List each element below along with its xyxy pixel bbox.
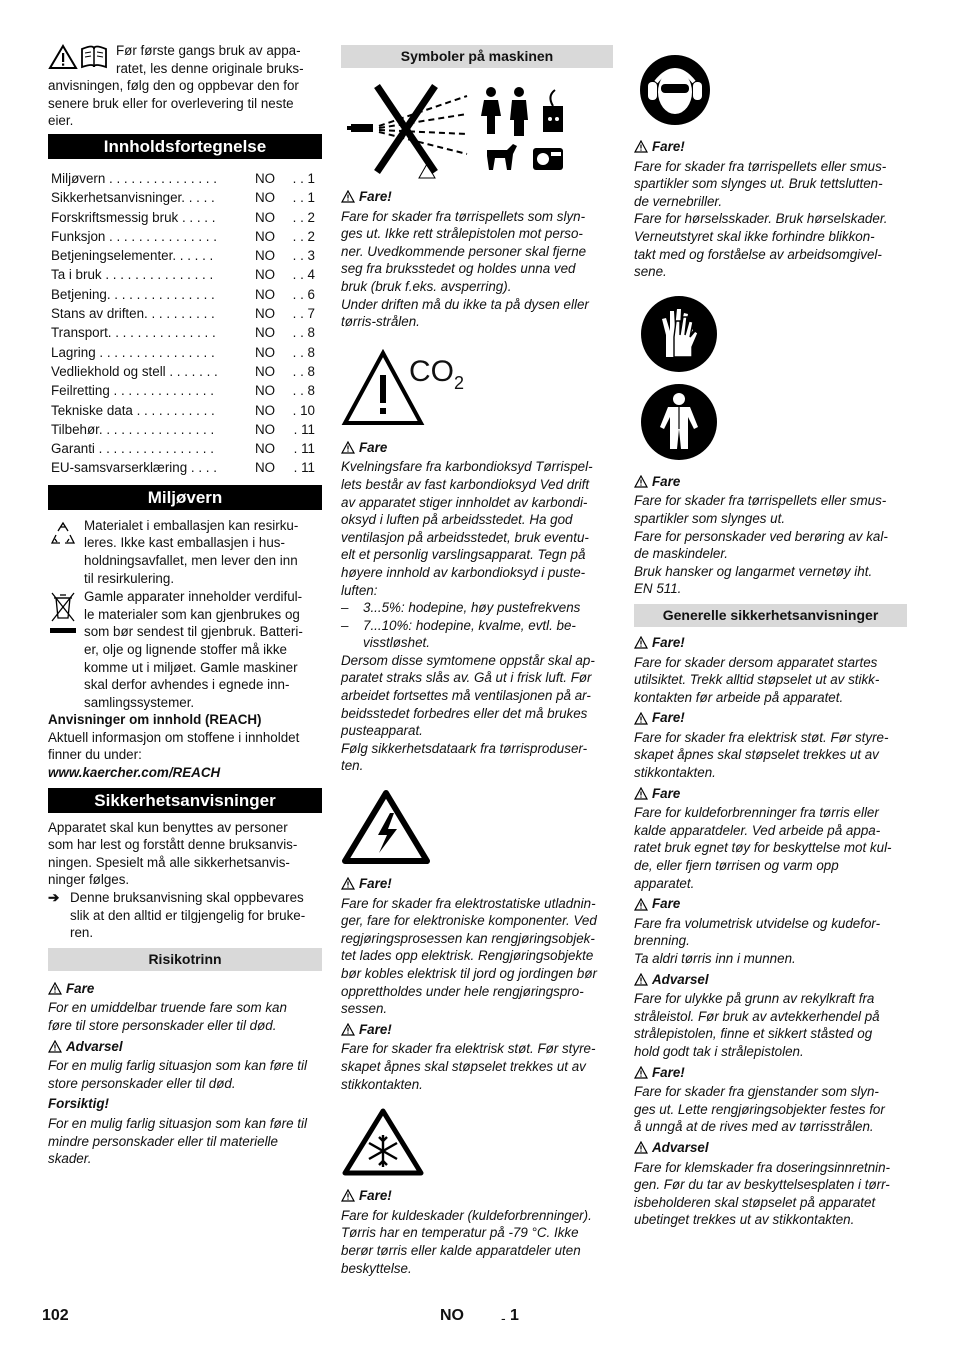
g5-label: Advarsel [652, 971, 709, 987]
c3w1-line: sene. [634, 264, 667, 280]
w2-line: arbeidet fortsettes må ventilasjonen på ar- [341, 688, 591, 704]
toc-row[interactable] [51, 381, 322, 400]
footer-lang: NO [440, 1307, 464, 1324]
w4-heading [341, 1021, 613, 1039]
intro-line: senere bruk eller for overlevering til neste [48, 95, 294, 111]
g7-line: gen. Før du tar av beskyttelsesplaten i tørr- [634, 1177, 890, 1193]
g7-line: Fare for klemskader fra doseringsinnretnin- [634, 1159, 891, 1175]
w4-line: Fare for skader fra elektrisk støt. Før styre- [341, 1041, 596, 1057]
g4-line: Ta aldri tørris inn i munnen. [634, 951, 796, 966]
w4-line: stikkontakten. [341, 1076, 423, 1092]
w3-label: Fare! [359, 876, 392, 892]
c3w2-heading [634, 473, 907, 491]
g6-label: Fare! [652, 1064, 685, 1080]
forsiktig-label: Forsiktig! [48, 1096, 110, 1112]
toc-page: . . 3 [292, 248, 315, 264]
column-middle [341, 42, 613, 1277]
forsiktig-line: For en mulig farlig situasjon som kan føre til [48, 1115, 307, 1131]
toc-lang: NO [255, 363, 276, 379]
safety-line: ninger følges. [48, 872, 130, 888]
toc-title: Betjeningselementer. . . . . . [51, 248, 214, 264]
g3-label: Fare [652, 785, 681, 801]
toc-title: Betjening. . . . . . . . . . . . . . . [51, 286, 215, 302]
toc-page: . . 8 [292, 363, 315, 379]
env-line: er, olje og lignende stoffer må ikke [84, 641, 287, 657]
footer-subpage: 1 [510, 1307, 519, 1324]
toc-lang: NO [255, 209, 276, 225]
toc-page: . . 2 [292, 209, 315, 225]
w1-line: seg fra bruksstedet og holdes unna ved [341, 261, 576, 277]
toc-title: Miljøvern . . . . . . . . . . . . . . . [51, 171, 217, 186]
toc-heading: Innholdsfortegnelse [48, 134, 322, 159]
g5-heading [634, 971, 907, 989]
w5-line: berør tørris eller kalde apparatdeler uten [341, 1242, 581, 1258]
list-item-text: 3...5%: hodepine, høy pustefrekvens [363, 600, 581, 616]
c3w2-line: de maskindeler. [634, 546, 729, 562]
env-disposal-block [48, 588, 322, 711]
w2-line: lets består av fast karbondioksyd Ved drift [341, 476, 590, 492]
w3-line: tet lades opp elektrisk. Rengjøringsobjekte [341, 948, 594, 964]
env-line: til resirkulering. [84, 570, 175, 586]
toc-page: . 11 [293, 460, 315, 476]
w1-line: bruk (bruk f.eks. avsperring). [341, 278, 512, 294]
toc-row[interactable] [51, 188, 322, 207]
w2-line: beidsstedet forbedres eller det må brukes [341, 705, 588, 721]
toc-lang: NO [255, 306, 276, 322]
c3w2-line: Fare for skader fra tørrispellets eller smus- [634, 493, 887, 509]
w2-line: Kvelningsfare fra karbondioksyd Tørrispel- [341, 459, 593, 475]
symbols-heading: Symboler på maskinen [341, 45, 613, 68]
advarsel-heading [48, 1038, 322, 1056]
g7-line: ubetinget trekkes ut av stikkontakten. [634, 1212, 855, 1228]
list-item: – 7...10%: hodepine, kvalme, evtl. be- [341, 617, 576, 633]
w1-line: tørris-strålen. [341, 314, 420, 330]
g2-line: Fare for skader fra elektrisk støt. Før styre- [634, 729, 889, 745]
env-recycle-block [48, 517, 322, 587]
toc-title: Ta i bruk . . . . . . . . . . . . . . . [51, 267, 214, 283]
warning-icon [48, 1040, 62, 1053]
w4-line: skapet åpnes skal støpselet trekkes ut av [341, 1058, 586, 1074]
c3w1-line: Fare for hørselsskader. Bruk hørselskader. [634, 211, 888, 227]
w3-line: sessen. [341, 1001, 388, 1017]
g7-label: Advarsel [652, 1139, 709, 1155]
fare-line: føre til store personskader eller til død. [48, 1018, 277, 1033]
toc-row[interactable] [51, 208, 322, 227]
w3-line: Fare for skader fra elektrostatiske utladnin- [341, 895, 596, 911]
g1-heading [634, 634, 907, 652]
env-line: som bør sendest til gjenbruk. Batteri- [84, 624, 303, 640]
c3w2-line: EN 511. [634, 581, 682, 597]
warning-icon [48, 982, 62, 995]
toc-lang: NO [255, 248, 276, 264]
warning-icon [634, 140, 648, 153]
g3-line: de, eller fjern tørrisen og varm opp [634, 858, 839, 874]
table-of-contents [48, 169, 322, 478]
env-line: le materialer som kan gjenbrukes og [84, 606, 300, 622]
w2-line: oksyd i luften på arbeidsstedet. Ha god [341, 512, 573, 528]
intro-line: ratet, les denne originale bruks- [116, 60, 304, 76]
toc-page: . 11 [293, 421, 315, 437]
c3w2-line: Bruk hansker og langarmet vernetøy iht. [634, 563, 873, 579]
intro-icons [48, 44, 109, 70]
g5-line: stråleistol. Før bruk av avtekkerhendel på [634, 1008, 880, 1024]
gloves-icon [640, 295, 718, 373]
w2-line: paratet straks slås av. Gå ut i frisk luft. Før [341, 670, 592, 686]
c3w1-line: de vernebriller. [634, 193, 723, 209]
g4-heading [634, 895, 907, 913]
toc-lang: NO [255, 344, 276, 360]
general-heading: Generelle sikkerhetsanvisninger [634, 604, 907, 627]
warning-icon [634, 787, 648, 800]
g3-line: Fare for kuldeforbrenninger fra tørris eller [634, 805, 879, 821]
risk-heading: Risikotrinn [48, 948, 322, 971]
warning-icon [634, 475, 648, 488]
w1-label: Fare! [359, 189, 392, 204]
toc-lang: NO [255, 325, 276, 341]
toc-page: . . 2 [292, 228, 315, 244]
arrow-icon: ➔ [48, 890, 60, 906]
column-right [634, 42, 907, 1229]
toc-lang: NO [255, 383, 276, 399]
toc-row[interactable] [51, 304, 322, 323]
electric-warning-icon [341, 789, 431, 865]
warning-icon [634, 973, 648, 986]
w3-line: regjøringsprosessen kan rengjøringsobjek- [341, 930, 595, 946]
intro-line: eier. [48, 113, 74, 129]
w2-line: høyere innhold av karbondioksyd i puste- [341, 564, 586, 580]
toc-page: . . 8 [292, 344, 315, 360]
w2-line: elt et personlig varslingsapparat. Tegn på [341, 547, 586, 563]
intro-block [48, 42, 322, 130]
g3-line: kalde apparatdeler. Ved arbeide på appa- [634, 822, 881, 838]
env-line: samlingssystemer. [84, 694, 195, 710]
intro-line: Før første gangs bruk av appa- [116, 43, 301, 58]
c3w1-line: Verneutstyret skal ikke forhindre blikkon- [634, 228, 875, 244]
ppe-gloves-symbol [640, 295, 907, 373]
w2-label: Fare [359, 439, 388, 455]
toc-row[interactable] [51, 227, 322, 246]
g3-line: ratet bruk egnet tøy for beskyttelse mot kul- [634, 840, 892, 856]
toc-title: Tilbehør. . . . . . . . . . . . . . . . [51, 421, 215, 437]
crossed-bin-icon [48, 590, 78, 634]
toc-lang: NO [255, 441, 276, 457]
toc-row[interactable] [51, 285, 322, 304]
safety-heading: Sikkerhetsanvisninger [48, 788, 322, 813]
env-line: skal derfor avhendes i egnede inn- [84, 677, 290, 693]
g2-label: Fare! [652, 710, 685, 726]
toc-row[interactable] [51, 265, 322, 284]
w2-line: pusteapparat. [341, 723, 423, 739]
list-item-text: visstløshet. [363, 635, 430, 651]
spray-gun-prohibited-icon [347, 84, 563, 180]
machine-symbol [347, 84, 613, 180]
page-number: 102 [42, 1307, 69, 1324]
g1-line: kontakten før arbeide på apparatet. [634, 689, 844, 705]
w1-line: Fare for skader fra tørrispellets som slyn- [341, 208, 586, 224]
toc-row[interactable] [51, 362, 322, 381]
electric-symbol [341, 789, 613, 865]
c3w1-line: Fare for skader fra tørrispellets eller smus- [634, 158, 887, 174]
warning-icon [634, 1141, 648, 1154]
toc-row[interactable] [51, 439, 322, 458]
w1-heading [341, 188, 613, 206]
w2-heading [341, 439, 613, 457]
fare-heading [48, 980, 322, 998]
g2-heading [634, 709, 907, 727]
toc-lang: NO [255, 267, 276, 283]
forsiktig-line: mindre personskader eller til materielle [48, 1133, 278, 1149]
toc-lang: NO [255, 286, 276, 302]
env-heading: Miljøvern [48, 485, 322, 510]
safety-line: ningen. Spesielt må alle sikkerhetsanvis- [48, 854, 290, 870]
w1-line: ges ut. Ikke rett strålepistolen mot perso- [341, 226, 583, 242]
c3w1-line: takt med og forståelse av arbeidsomgivel- [634, 246, 882, 262]
toc-lang: NO [255, 190, 276, 206]
cold-symbol [341, 1107, 613, 1177]
g3-line: apparatet. [634, 875, 695, 891]
toc-title: Lagring . . . . . . . . . . . . . . . . [51, 344, 215, 360]
toc-title: Stans av driften. . . . . . . . . . [51, 306, 215, 322]
toc-title: Funksjon . . . . . . . . . . . . . . . [51, 228, 217, 244]
g7-heading [634, 1139, 907, 1157]
toc-row[interactable] [51, 458, 322, 477]
reach-line: Aktuell informasjon om stoffene i innholdet [48, 729, 300, 745]
w3-line: opprettholdes under hele rengjøringspro- [341, 983, 584, 999]
w2-line: luften: [341, 582, 378, 598]
co2-subscript: 2 [454, 372, 465, 393]
safety-arrow-line: Denne bruksanvisning skal oppbevares [70, 890, 304, 906]
safety-arrow-line: slik at den alltid er tilgjengelig for bruke- [70, 907, 306, 923]
warning-icon [634, 712, 648, 725]
toc-lang: NO [255, 421, 276, 437]
toc-title: Feilretting . . . . . . . . . . . . . . [51, 383, 214, 399]
recycle-icon [48, 519, 78, 549]
column-left [48, 42, 322, 1168]
g4-line: Fare fra volumetrisk utvidelse og kudefor- [634, 915, 881, 931]
toc-page: . 11 [293, 441, 315, 457]
g4-line: brenning. [634, 933, 690, 949]
intro-line: anvisningen, følg den og oppbevar den for [48, 78, 299, 94]
forsiktig-line: skader. [48, 1151, 92, 1167]
c3w1-heading [634, 138, 907, 156]
w5-line: beskyttelse. [341, 1260, 412, 1276]
fare-line: For en umiddelbar truende fare som kan [48, 1000, 287, 1016]
g1-line: Fare for skader dersom apparatet startes [634, 654, 878, 670]
toc-row[interactable] [51, 246, 322, 265]
toc-lang: NO [255, 460, 276, 476]
w2-line: ten. [341, 758, 364, 774]
toc-page: . . 6 [292, 286, 315, 302]
warning-icon [634, 1066, 648, 1079]
manual-icon [79, 44, 109, 70]
g3-heading [634, 785, 907, 803]
reach-line: finner du under: [48, 747, 142, 763]
toc-page: . . 8 [292, 383, 315, 399]
w1-line: Under driften må du ikke ta på dysen eller [341, 296, 589, 312]
advarsel-line: store personskader eller til død. [48, 1075, 236, 1091]
co2-symbol [341, 349, 613, 427]
c3w2-line: Fare for personskader ved berøring av kal- [634, 528, 888, 544]
toc-title: Transport. . . . . . . . . . . . . . . [51, 325, 216, 341]
toc-page: . . 7 [292, 306, 315, 322]
advarsel-label: Advarsel [66, 1038, 123, 1054]
w2-line: Dersom disse symtomene oppstår skal ap- [341, 652, 595, 668]
g5-line: strålepistolen, finne et sikkert ståsted og [634, 1026, 873, 1042]
env-line: komme ut i miljøet. Gamle maskiner [84, 659, 298, 675]
w1-line: ner. Uvedkommende personer skal fjerne [341, 243, 587, 259]
c3w2-label: Fare [652, 473, 681, 489]
g1-label: Fare! [652, 634, 685, 650]
toc-title: Tekniske data . . . . . . . . . . . [51, 402, 215, 418]
toc-lang: NO [255, 228, 276, 244]
toc-title: Sikkerhetsanvisninger. . . . . [51, 190, 215, 206]
w2-line: ventilasjon på arbeidsstedet, bruk eventu- [341, 529, 589, 545]
w5-line: Tørris har en temperatur på -79 °C. Ikke [341, 1225, 579, 1241]
warning-icon [341, 877, 355, 890]
warning-icon [634, 636, 648, 649]
warning-icon [48, 44, 78, 70]
toc-lang: NO [255, 402, 276, 418]
warning-icon [341, 1023, 355, 1036]
w5-heading [341, 1187, 613, 1205]
toc-row[interactable] [51, 420, 322, 439]
g6-heading [634, 1064, 907, 1082]
c3w1-line: spartikler som slynges ut. Bruk tettslutten- [634, 176, 883, 192]
toc-lang: NO [255, 171, 276, 186]
toc-title: Forskriftsmessig bruk . . . . . [51, 209, 216, 225]
protective-suit-icon [640, 383, 718, 461]
toc-page: . . 1 [292, 190, 315, 206]
safety-line: som har lest og forstått denne bruksanvis- [48, 837, 298, 853]
w5-line: Fare for kuldeskader (kuldeforbrenninger). [341, 1207, 592, 1223]
w3-line: bør kobles elektrisk til jord og jordingen bør [341, 966, 598, 981]
env-line: leres. Ikke kast emballasjen i hus- [84, 535, 285, 551]
g5-line: Fare for ulykke på grunn av rekylkraft fra [634, 991, 875, 1007]
env-line: Materialet i emballasjen kan resirku- [84, 517, 299, 533]
warning-icon [341, 441, 355, 454]
reach-url-link[interactable]: www.kaercher.com/REACH [48, 765, 221, 781]
safety-line: Apparatet skal kun benyttes av personer [48, 819, 288, 835]
w5-label: Fare! [359, 1188, 392, 1204]
footer-separator: - [501, 1310, 506, 1326]
fare-label: Fare [66, 980, 95, 996]
c3w1-label: Fare! [652, 139, 685, 154]
toc-row[interactable] [51, 343, 322, 362]
toc-title: Garanti . . . . . . . . . . . . . . . . [51, 441, 214, 457]
w3-heading [341, 875, 613, 893]
env-line: Gamle apparater inneholder verdiful- [84, 589, 303, 605]
w2-line: av apparatet stiger innholdet av karbondi- [341, 494, 588, 510]
env-line: holdningsavfallet, men lever den inn [84, 552, 298, 568]
safety-arrow-item [48, 889, 322, 942]
w2-line: Følg sikkerhetsdataark fra tørrisproduser- [341, 740, 588, 756]
toc-page: . . 1 [292, 171, 315, 186]
ppe-head-symbol [639, 54, 907, 126]
g6-line: Fare for skader fra gjenstander som slyn- [634, 1084, 879, 1100]
c3w2-line: spartikler som slynges ut. [634, 510, 786, 526]
co2-text [409, 355, 464, 400]
reach-title: Anvisninger om innhold (REACH) [48, 712, 262, 728]
list-item: – 3...5%: hodepine, høy pustefrekvens [341, 600, 581, 616]
toc-page: . . 8 [292, 325, 315, 341]
advarsel-line: For en mulig farlig situasjon som kan føre til [48, 1058, 307, 1074]
warning-icon [341, 190, 355, 203]
g6-line: å unngå at de rives med av tørrisstrålen. [634, 1119, 874, 1135]
ppe-suit-symbol [640, 383, 907, 461]
g2-line: stikkontakten. [634, 765, 716, 781]
safety-arrow-line: ren. [70, 925, 94, 941]
ear-eye-protection-icon [639, 54, 711, 126]
g4-label: Fare [652, 896, 681, 912]
w4-label: Fare! [359, 1021, 392, 1037]
list-item-text: 7...10%: hodepine, kvalme, evtl. be- [363, 617, 576, 633]
toc-row[interactable] [51, 169, 322, 188]
toc-row[interactable] [51, 401, 322, 420]
co2-label: CO [409, 354, 454, 388]
toc-row[interactable] [51, 323, 322, 342]
g7-line: isbeholderen skal støpselet på apparatet [634, 1194, 876, 1210]
cold-warning-icon [341, 1107, 431, 1177]
toc-page: . . 4 [292, 267, 315, 283]
toc-title: Vedliekhold og stell . . . . . . . [51, 363, 218, 379]
g6-line: ges ut. Lette rengjøringsobjekter festes for [634, 1101, 885, 1117]
w3-line: ger, fare for elektroniske komponenter. Ved [341, 913, 597, 929]
toc-title: EU-samsvarserklæring . . . . [51, 460, 217, 476]
g1-line: utilsiktet. Trekk alltid støpselet ut av stikk- [634, 672, 880, 688]
warning-icon [341, 1189, 355, 1202]
toc-page: . 10 [292, 402, 315, 418]
g5-line: hold godt tak i strålepistolen. [634, 1043, 804, 1059]
warning-icon [634, 898, 648, 911]
g2-line: skapet åpnes skal støpselet trekkes ut av [634, 747, 879, 763]
